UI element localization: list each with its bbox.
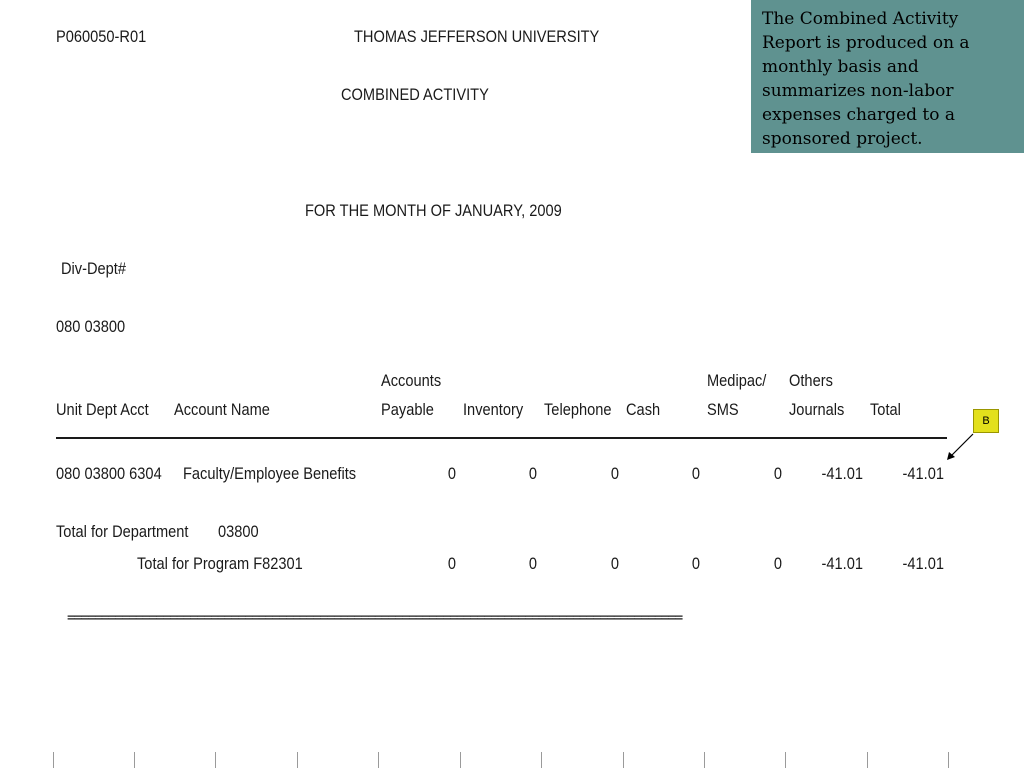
header-medipac-line2: SMS: [707, 400, 739, 419]
div-dept-label: Div-Dept#: [61, 259, 127, 278]
header-underline: [56, 437, 947, 439]
header-medipac-line1: Medipac/: [707, 371, 767, 390]
header-accounts-payable-line2: Payable: [381, 400, 434, 419]
header-telephone: Telephone: [544, 400, 612, 419]
row-accounts-payable: 0: [447, 464, 456, 483]
report-period: FOR THE MONTH OF JANUARY, 2009: [305, 201, 562, 220]
total-accounts-payable: 0: [447, 554, 456, 573]
tick-mark: [460, 752, 461, 768]
tick-mark: [53, 752, 54, 768]
pointer-arrow-icon: [940, 430, 980, 466]
total-department-code: 03800: [218, 522, 259, 541]
header-account-name: Account Name: [174, 400, 270, 419]
header-accounts-payable-line1: Accounts: [381, 371, 442, 390]
report-title: COMBINED ACTIVITY: [341, 85, 489, 104]
header-others-line2: Journals: [789, 400, 845, 419]
total-program-label: Total for Program F82301: [137, 554, 303, 573]
total-telephone: 0: [610, 554, 619, 573]
tick-mark: [541, 752, 542, 768]
header-unit-dept-acct: Unit Dept Acct: [56, 400, 149, 419]
separator-line: ==========================================================================================: [67, 610, 682, 626]
total-department-label: Total for Department: [56, 522, 189, 541]
tick-mark: [215, 752, 216, 768]
total-medipac: 0: [773, 554, 782, 573]
row-account-id: 080 03800 6304: [56, 464, 162, 483]
institution-name: THOMAS JEFFERSON UNIVERSITY: [354, 27, 600, 46]
report-code: P060050-R01: [56, 27, 147, 46]
total-total: -41.01: [902, 554, 944, 573]
row-account-name: Faculty/Employee Benefits: [183, 464, 357, 483]
row-medipac: 0: [773, 464, 782, 483]
tick-mark: [785, 752, 786, 768]
total-others-journals: -41.01: [821, 554, 863, 573]
tick-mark: [378, 752, 379, 768]
header-inventory: Inventory: [463, 400, 524, 419]
tick-mark: [704, 752, 705, 768]
row-account-name-cell: [183, 464, 376, 484]
row-cash: 0: [691, 464, 700, 483]
header-cash: Cash: [626, 400, 661, 419]
row-others-journals: -41.01: [821, 464, 863, 483]
tick-mark: [297, 752, 298, 768]
tick-mark: [867, 752, 868, 768]
div-dept-value: 080 03800: [56, 317, 126, 336]
header-others-line1: Others: [789, 371, 833, 390]
header-total: Total: [870, 400, 901, 419]
total-cash: 0: [691, 554, 700, 573]
bottom-tick-marks: [0, 752, 1024, 768]
tick-mark: [134, 752, 135, 768]
total-inventory: 0: [528, 554, 537, 573]
tick-mark: [948, 752, 949, 768]
marker-b: B: [973, 409, 999, 433]
tick-mark: [623, 752, 624, 768]
row-telephone: 0: [610, 464, 619, 483]
row-inventory: 0: [528, 464, 537, 483]
row-total: -41.01: [902, 464, 944, 483]
callout-text: The Combined Activity Report is produced on a monthly basis and summarizes non-labor expenses charged to a sponsored project.: [762, 9, 970, 149]
explanation-callout: [751, 0, 1024, 153]
